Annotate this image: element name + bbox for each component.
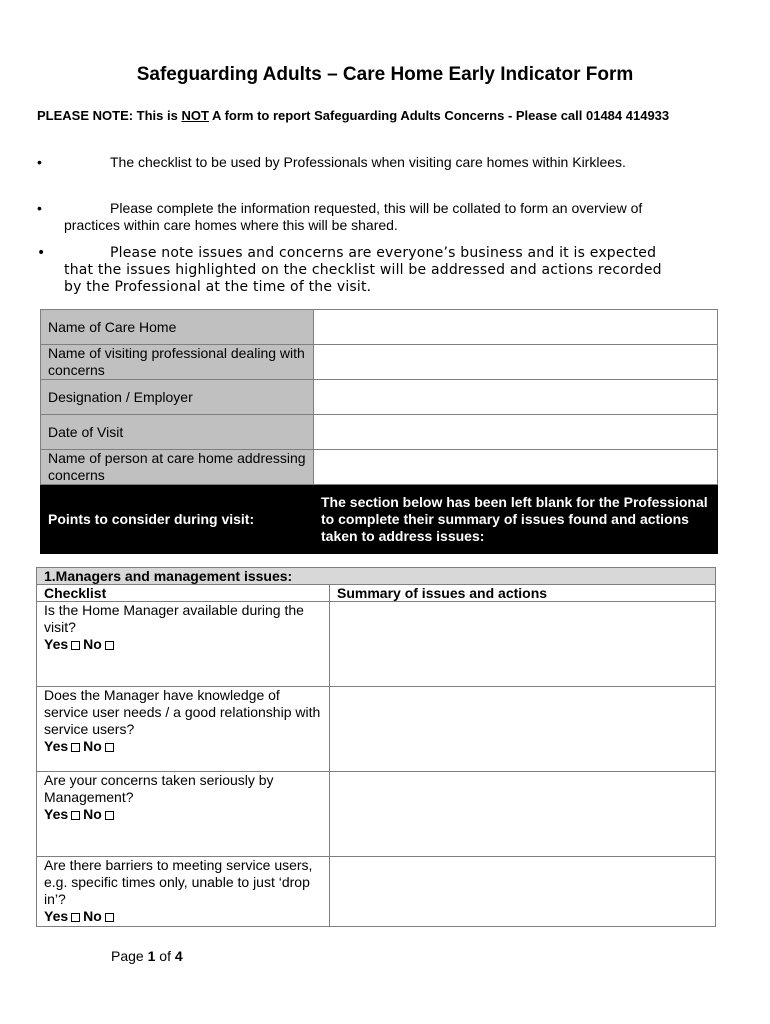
summary-field[interactable] <box>330 772 716 857</box>
visiting-professional-field[interactable] <box>314 345 718 380</box>
yes-label: Yes <box>44 908 69 924</box>
yes-checkbox[interactable] <box>71 913 80 922</box>
note-not: NOT <box>181 108 209 123</box>
yes-label: Yes <box>44 636 69 652</box>
yes-checkbox[interactable] <box>71 743 80 752</box>
summary-column-header: Summary of issues and actions <box>330 585 716 602</box>
section-title: 1.Managers and management issues: <box>37 568 716 585</box>
no-checkbox[interactable] <box>105 641 114 650</box>
summary-field[interactable] <box>330 857 716 927</box>
question-text: Are there barriers to meeting service users, e.g. specific times only, unable to just ‘drop in’? <box>44 857 313 907</box>
label-person-addressing: Name of person at care home addressing concerns <box>41 450 314 485</box>
no-label: No <box>83 636 102 652</box>
no-label: No <box>83 806 102 822</box>
checklist-column-header: Checklist <box>37 585 330 602</box>
please-note <box>37 108 677 124</box>
table-row <box>37 687 716 772</box>
total-pages: 4 <box>174 948 183 964</box>
page-word: Page <box>111 948 144 964</box>
summary-field[interactable] <box>330 687 716 772</box>
designation-field[interactable] <box>314 380 718 415</box>
label-care-home: Name of Care Home <box>41 310 314 345</box>
no-checkbox[interactable] <box>105 743 114 752</box>
note-prefix: PLEASE NOTE: This is <box>37 108 182 123</box>
bullet-dot: • <box>37 245 46 261</box>
table-row <box>37 772 716 857</box>
of-word: of <box>159 948 171 964</box>
date-of-visit-field[interactable] <box>314 415 718 450</box>
yes-label: Yes <box>44 738 69 754</box>
yes-checkbox[interactable] <box>71 641 80 650</box>
label-visiting-professional: Name of visiting professional dealing with concerns <box>41 345 314 380</box>
label-date-of-visit: Date of Visit <box>41 415 314 450</box>
current-page: 1 <box>147 948 156 964</box>
question-text: Are your concerns taken seriously by Management? <box>44 772 274 805</box>
yes-checkbox[interactable] <box>71 811 80 820</box>
bullet-text: The checklist to be used by Professionals when visiting care homes within Kirklees. <box>110 154 626 170</box>
no-checkbox[interactable] <box>105 913 114 922</box>
visit-details-table <box>40 309 718 554</box>
page-number <box>111 948 183 964</box>
management-checklist-table <box>36 567 716 927</box>
no-checkbox[interactable] <box>105 811 114 820</box>
care-home-field[interactable] <box>314 310 718 345</box>
bullet-dot: • <box>37 154 42 170</box>
bullet-dot: • <box>37 200 42 216</box>
person-addressing-field[interactable] <box>314 450 718 485</box>
table-row <box>37 857 716 927</box>
summary-field[interactable] <box>330 602 716 687</box>
question-text: Is the Home Manager available during the visit? <box>44 602 304 635</box>
question-text: Does the Manager have knowledge of service user needs / a good relationship with service users? <box>44 687 321 737</box>
yes-label: Yes <box>44 806 69 822</box>
label-designation: Designation / Employer <box>41 380 314 415</box>
note-suffix: A form to report Safeguarding Adults Concerns - Please call 01484 414933 <box>208 108 670 123</box>
bullet-text: Please complete the information requested, this will be collated to form an overview of practices within care homes where this will be shared. <box>64 200 643 233</box>
form-title: Safeguarding Adults – Care Home Early Indicator Form <box>136 64 634 85</box>
no-label: No <box>83 908 102 924</box>
table-row <box>37 602 716 687</box>
summary-instructions-header: The section below has been left blank for the Professional to complete their summary of issues found and actions taken to address issues: <box>314 485 718 554</box>
bullet-text: Please note issues and concerns are everyone’s business and it is expected that the issues highlighted on the checklist will be addressed and actions recorded by the Professional at the time of the visit. <box>64 245 662 295</box>
no-label: No <box>83 738 102 754</box>
points-to-consider-header: Points to consider during visit: <box>41 485 314 554</box>
